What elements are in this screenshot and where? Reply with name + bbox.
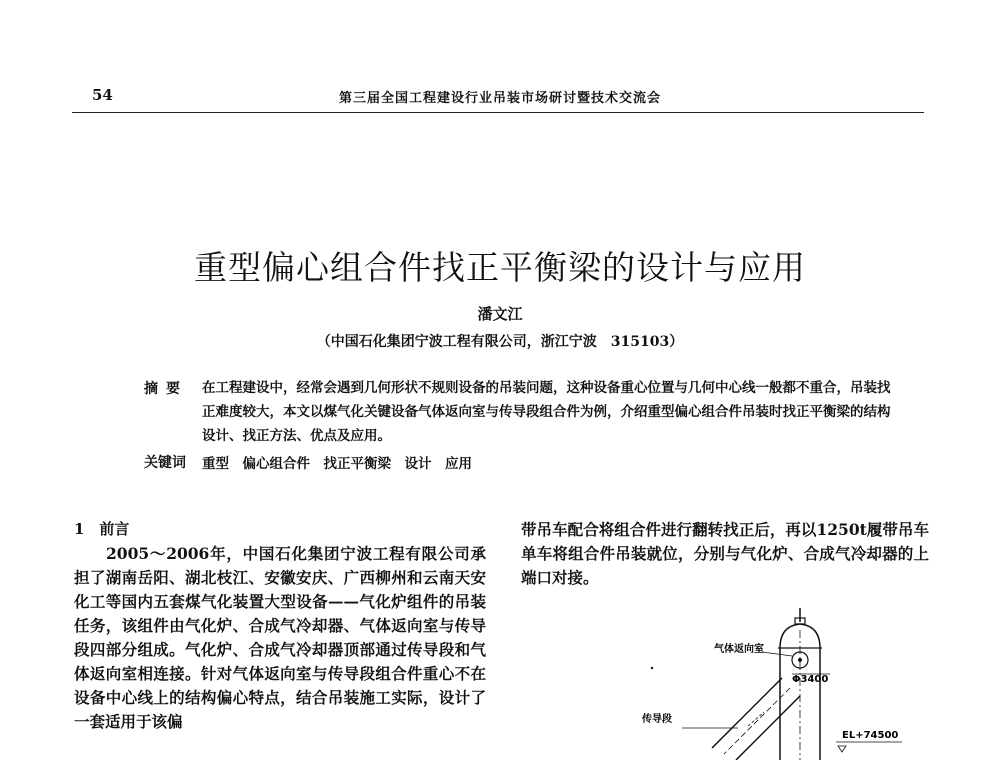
label-transfer-section: 传导段 [642, 714, 672, 725]
running-head: 第三届全国工程建设行业吊装市场研讨暨技术交流会 [338, 91, 661, 106]
keywords-label: 关键词 [144, 455, 186, 471]
abstract-text: 在工程建设中，经常会遇到几何形状不规则设备的吊装问题，这种设备重心位置与几何中心线一般都不重合，吊装找正难度较大，本文以煤气化关键设备气体返向室与传导段组合件为例，介绍重型偏心组合件吊装时找正平衡梁的结构设计、找正方法、优点及应用。 [202, 380, 891, 444]
transfer-lower-wall [736, 696, 800, 760]
label-elevation: EL+74500 [842, 730, 899, 741]
stray-dot [651, 667, 653, 669]
transfer-upper-wall [712, 678, 782, 748]
keywords-text: 重型 偏心组合件 找正平衡梁 设计 应用 [202, 456, 472, 472]
author-name: 潘文江 [477, 305, 523, 323]
paragraph: 带吊车配合将组合件进行翻转找正后，再以1250t履带吊车单车将组合件吊装就位，分别与气化炉、合成气冷却器的上端口对接。 [521, 520, 929, 587]
transfer-dash-2 [748, 712, 764, 726]
label-diameter: Φ3400 [792, 674, 829, 685]
label-gas-chamber: 气体返向室 [714, 644, 764, 655]
paper-title: 重型偏心组合件找正平衡梁的设计与应用 [194, 248, 806, 288]
author-affiliation: （中国石化集团宁波工程有限公司，浙江宁波 315103） [316, 334, 684, 350]
elevation-triangle [838, 746, 846, 752]
chamber-nozzle-center [798, 658, 802, 662]
paragraph: 2005～2006年，中国石化集团宁波工程有限公司承担了湖南岳阳、湖北枝江、安徽安庆、广西柳州和云南天安化工等国内五套煤气化装置大型设备——气化炉组件的吊装任务，该组件由气化炉、合成气冷却器、气体返向室与传导段四部分组成。气化炉、合成气冷却器顶部通过传导段和气体返向室相连接。针对气体返向室与传导段组合件重心不在设备中心线上的结构偏心特点，结合吊装施工实际，设计了一套适用于该偏 [74, 544, 486, 731]
page-number: 54 [92, 86, 113, 104]
header-rule [72, 112, 924, 113]
left-column [74, 542, 486, 734]
section-heading: 1 前言 [74, 520, 130, 538]
equipment-figure [640, 600, 930, 760]
abstract-label: 摘要 [144, 381, 188, 397]
right-column [521, 518, 929, 590]
equipment-drawing [640, 600, 930, 760]
chamber-leader [762, 652, 792, 656]
